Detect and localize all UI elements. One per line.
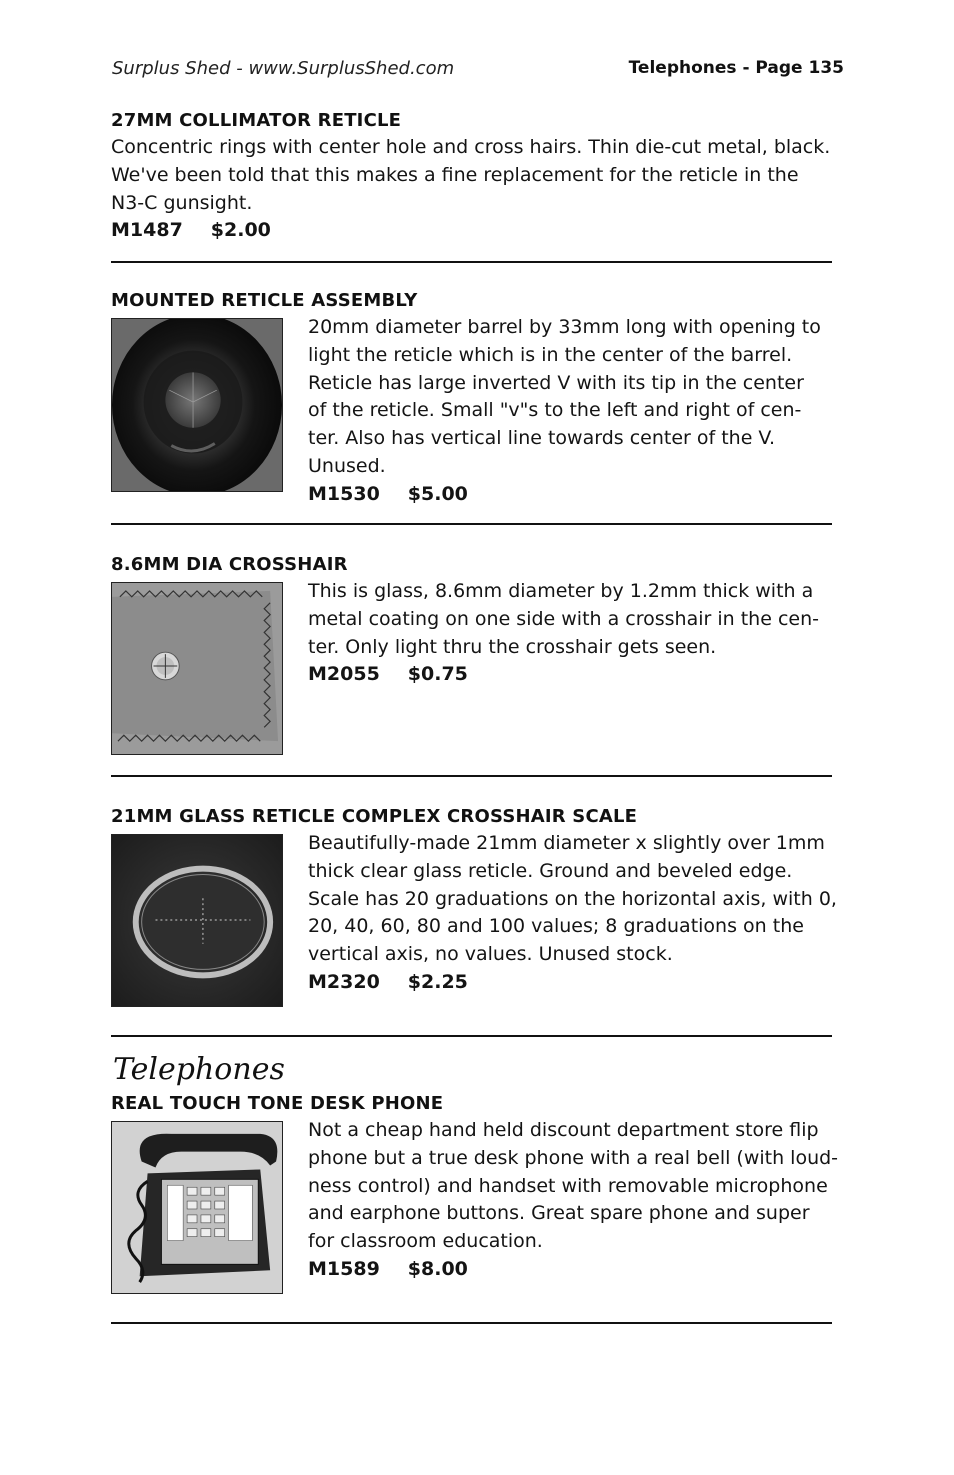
description-line: metal coating on one side with a crosshair in the cen- (308, 607, 819, 630)
item-price: $2.00 (210, 219, 271, 242)
description-line: phone but a true desk phone with a real bell (with loud- (308, 1146, 839, 1169)
crosshair-on-cloth-photo (111, 582, 283, 755)
item-title: REAL TOUCH TONE DESK PHONE (111, 1093, 444, 1114)
description-line: ter. Also has vertical line towards center of the V. (308, 427, 776, 450)
item-sku: M1530 (308, 482, 380, 505)
desk-phone-photo (111, 1121, 283, 1294)
section-heading: Telephones (113, 1052, 285, 1087)
description-line: This is glass, 8.6mm diameter by 1.2mm thick with a (308, 580, 814, 602)
description-line: N3-C gunsight. (111, 191, 253, 214)
description-line: ness control) and handset with removable microphone (308, 1174, 828, 1197)
description-line: of the reticle. Small "v"s to the left and right of cen- (308, 399, 802, 422)
item-sku-price (308, 969, 853, 997)
item-title: 8.6MM DIA CROSSHAIR (111, 554, 348, 575)
description-line: We've been told that this makes a fine replacement for the reticle in the (111, 163, 799, 186)
divider (111, 1322, 832, 1324)
item-description (111, 134, 846, 245)
item-price: $2.25 (407, 970, 468, 993)
description-line: Reticle has large inverted V with its tip in the center (308, 371, 804, 394)
description-line: for classroom education. (308, 1230, 543, 1253)
description-line: and earphone buttons. Great spare phone and super (308, 1202, 810, 1225)
item-sku-price (111, 217, 846, 245)
item-description (308, 578, 848, 689)
description-line: Not a cheap hand held discount department store flip (308, 1119, 819, 1141)
description-line: Concentric rings with center hole and cross hairs. Thin die-cut metal, black. (111, 136, 831, 158)
description-line: 20, 40, 60, 80 and 100 values; 8 graduations on the (308, 915, 804, 938)
page-header (112, 58, 844, 82)
item-description (308, 314, 848, 509)
item-sku: M1589 (308, 1257, 380, 1280)
divider (111, 775, 832, 777)
header-page-number: Telephones - Page 135 (628, 58, 844, 78)
item-description (308, 1117, 853, 1284)
item-title: 21MM GLASS RETICLE COMPLEX CROSSHAIR SCALE (111, 806, 638, 827)
reticle-barrel-photo (111, 318, 283, 492)
item-sku-price (308, 481, 848, 509)
item-sku: M1487 (111, 219, 183, 242)
item-sku: M2055 (308, 663, 380, 686)
glass-reticle-photo (111, 834, 283, 1007)
item-sku: M2320 (308, 970, 380, 993)
description-line: Scale has 20 graduations on the horizontal axis, with 0, (308, 887, 837, 910)
description-line: ter. Only light thru the crosshair gets seen. (308, 635, 717, 658)
description-line: 20mm diameter barrel by 33mm long with opening to (308, 316, 821, 338)
divider (111, 523, 832, 525)
description-line: vertical axis, no values. Unused stock. (308, 943, 673, 966)
item-price: $8.00 (407, 1257, 468, 1280)
description-line: Unused. (308, 454, 386, 477)
item-price: $0.75 (407, 663, 468, 686)
divider (111, 261, 832, 263)
item-sku-price (308, 1256, 853, 1284)
header-site: Surplus Shed - www.SurplusShed.com (112, 58, 455, 79)
description-line: light the reticle which is in the center of the barrel. (308, 343, 793, 366)
item-title: MOUNTED RETICLE ASSEMBLY (111, 290, 418, 311)
item-price: $5.00 (407, 482, 468, 505)
item-sku-price (308, 661, 848, 689)
description-line: thick clear glass reticle. Ground and beveled edge. (308, 859, 793, 882)
description-line: Beautifully-made 21mm diameter x slightly over 1mm (308, 832, 825, 854)
item-title: 27MM COLLIMATOR RETICLE (111, 110, 402, 131)
item-description (308, 830, 853, 997)
divider (111, 1035, 832, 1037)
